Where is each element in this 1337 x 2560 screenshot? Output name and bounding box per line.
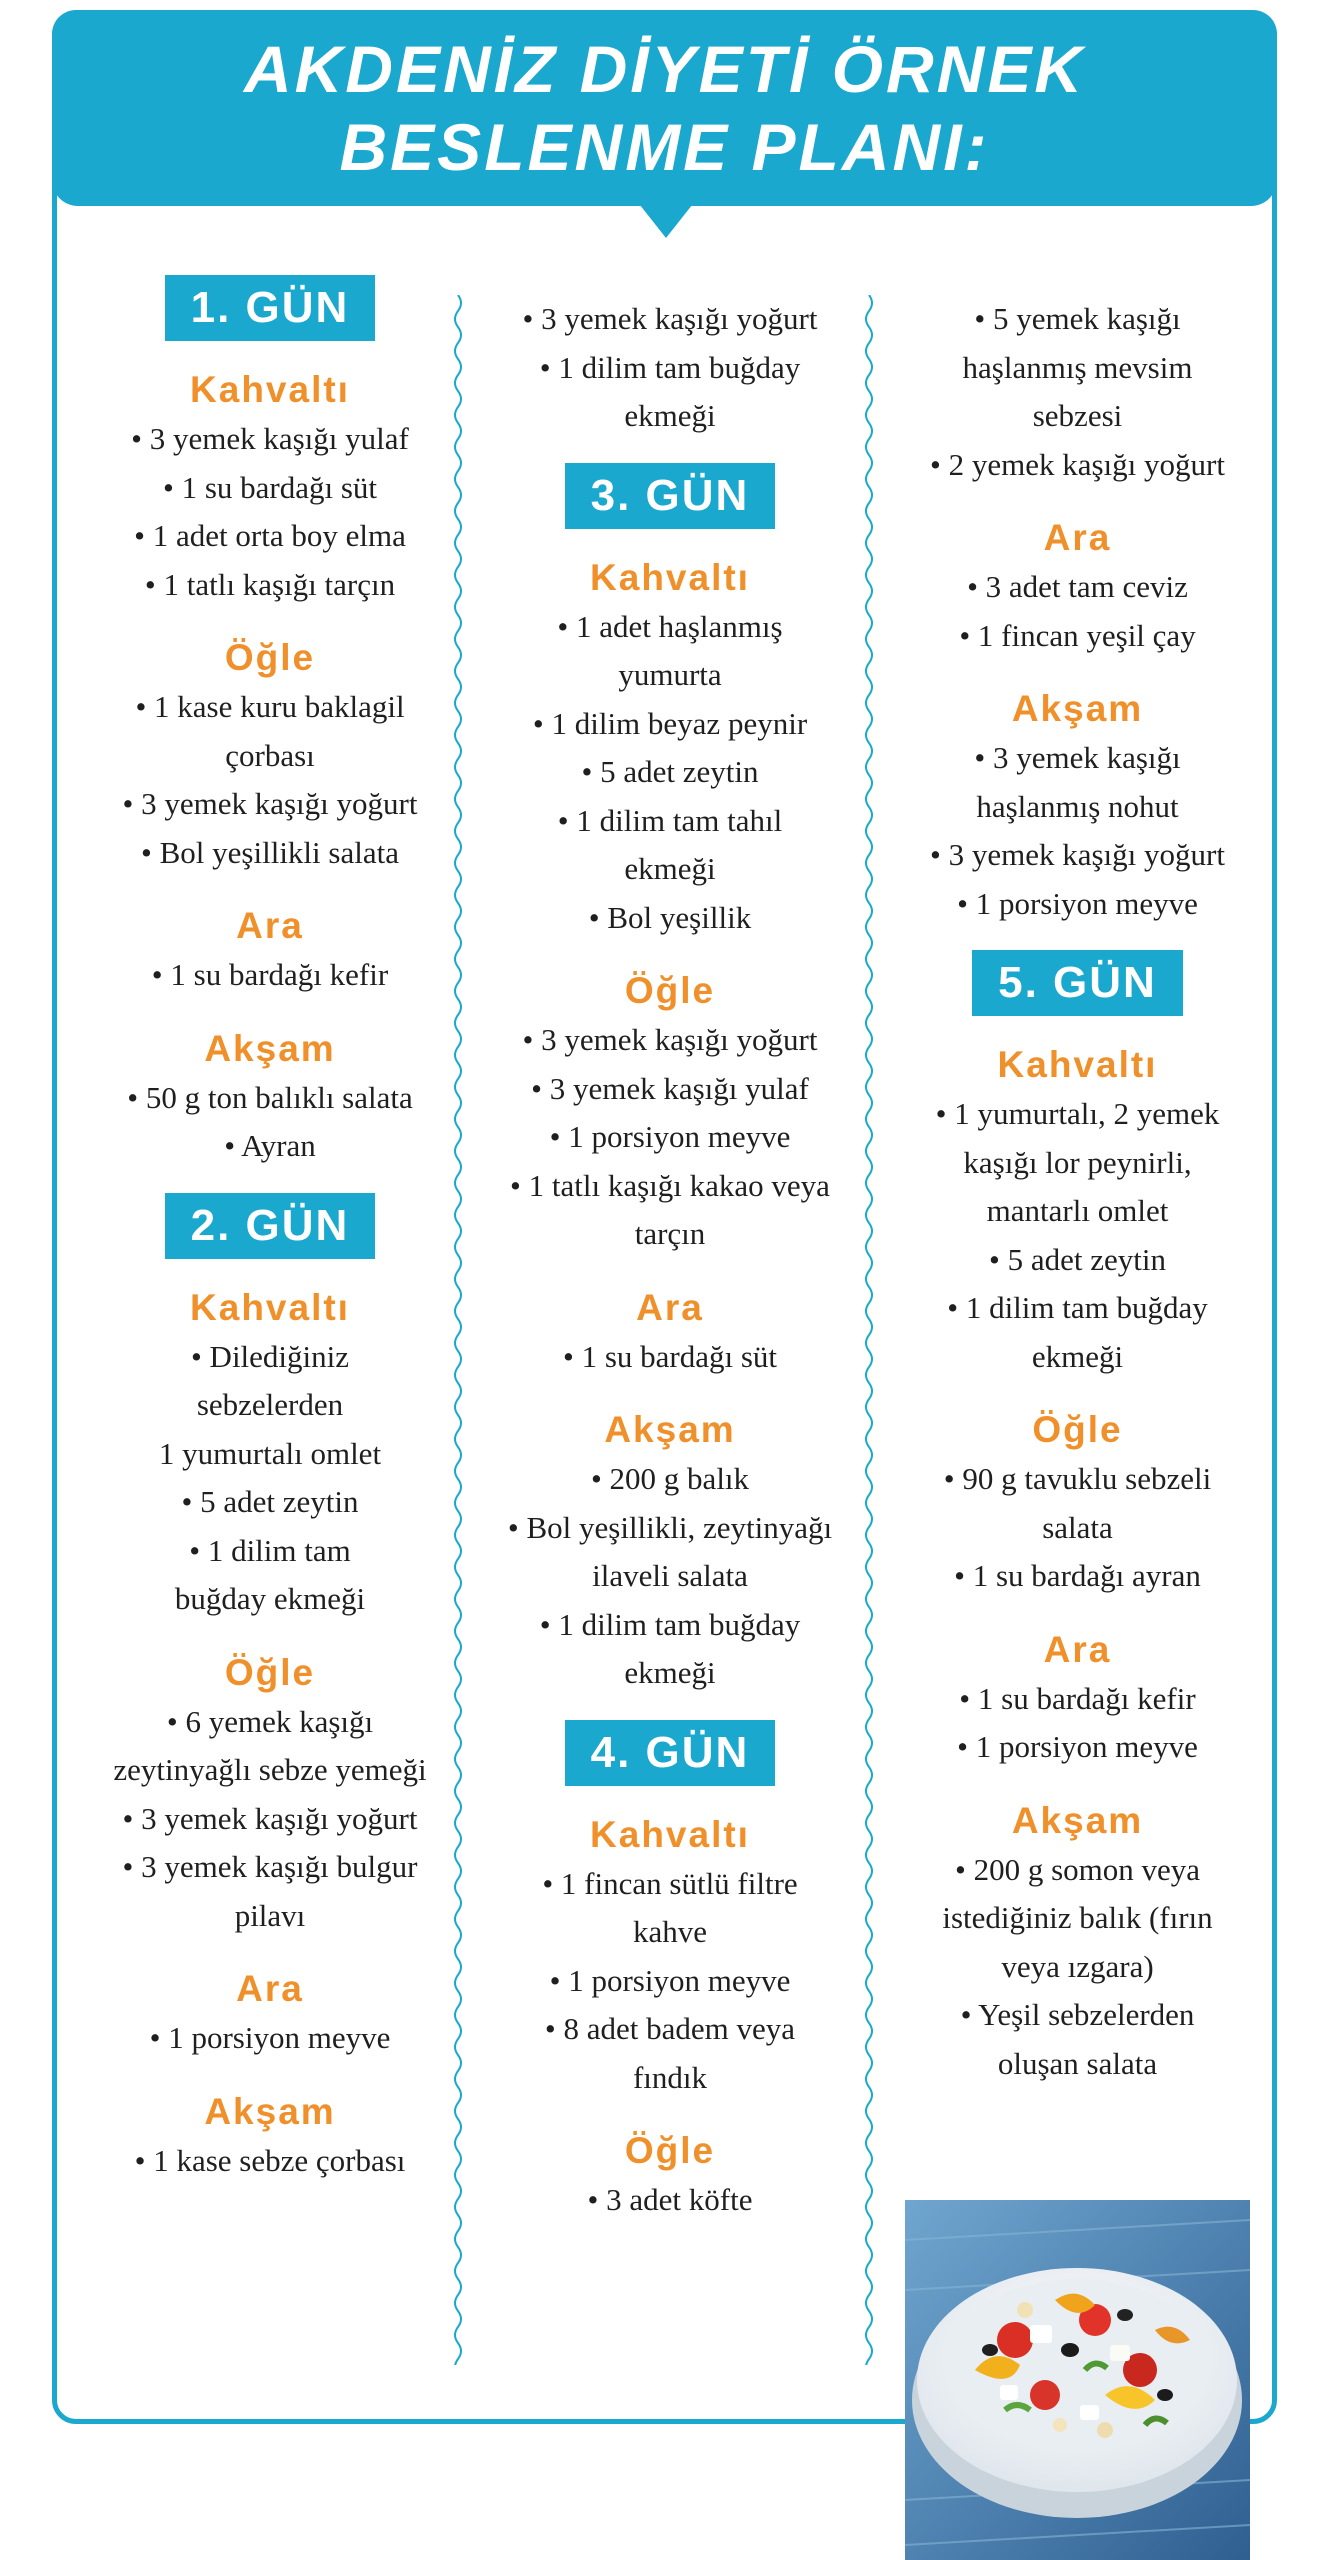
list-item: • 90 g tavuklu sebzeli	[943, 1461, 1212, 1496]
list-item: • 1 porsiyon meyve	[149, 2020, 391, 2055]
list-item: • 6 yemek kaşığı	[166, 1703, 374, 1739]
list-item: • 5 yemek kaşığı	[974, 301, 1181, 336]
list-item: pilavı	[234, 1897, 306, 1933]
day-3-snack-heading: Ara	[636, 1286, 704, 1328]
day-2-breakfast-heading: Kahvaltı	[190, 1286, 350, 1328]
list-item: • 1 dilim tam buğday	[539, 1606, 801, 1642]
list-item: tarçın	[634, 1216, 706, 1251]
day-3-lunch-heading: Öğle	[624, 970, 716, 1011]
day-5-dinner-heading: Akşam	[1011, 1799, 1144, 1841]
list-item: • Bol yeşillik	[588, 899, 752, 935]
list-item: • 1 fincan yeşil çay	[959, 617, 1196, 653]
day-1-lunch-heading: Öğle	[224, 637, 316, 678]
list-item: • 5 adet zeytin	[989, 1241, 1166, 1277]
banner-pointer	[636, 200, 696, 238]
list-item: haşlanmış mevsim	[962, 349, 1193, 385]
list-item: • 3 yemek kaşığı	[974, 740, 1181, 775]
day-5-breakfast-heading: Kahvaltı	[997, 1044, 1158, 1085]
list-item: oluşan salata	[997, 2045, 1158, 2081]
list-item: • 1 dilim tam tahıl	[557, 802, 783, 838]
list-item: • 1 su bardağı ayran	[954, 1558, 1201, 1593]
day-3-breakfast-heading: Kahvaltı	[590, 556, 750, 598]
list-item: • Dilediğiniz	[190, 1338, 350, 1374]
list-item: • 3 yemek kaşığı yulaf	[131, 421, 409, 456]
list-item: • 1 fincan sütlü filtre	[542, 1865, 798, 1901]
list-item: • 1 dilim beyaz peynir	[532, 705, 808, 741]
day-5-badge: 5. GÜN	[972, 950, 1183, 1016]
day-3-badge: 3. GÜN	[565, 463, 776, 529]
day-5-snack-heading: Ara	[1043, 1628, 1112, 1670]
list-item: • 3 yemek kaşığı yoğurt	[522, 301, 818, 336]
list-item: kaşığı lor peynirli,	[963, 1144, 1192, 1180]
list-item: • Yeşil sebzelerden	[960, 1997, 1195, 2032]
title-line-2: BESLENME PLANI:	[339, 110, 990, 184]
list-item: • 1 adet haşlanmış	[557, 608, 783, 644]
list-item: • Ayran	[224, 1128, 316, 1163]
list-item: zeytinyağlı sebze yemeği	[113, 1752, 427, 1787]
list-item: fındık	[632, 2059, 708, 2095]
list-item: 1 yumurtalı omlet	[158, 1435, 382, 1471]
list-item: • 3 yemek kaşığı yoğurt	[930, 837, 1225, 872]
list-item: sebzelerden	[196, 1387, 344, 1422]
list-item: kahve	[632, 1914, 708, 1949]
list-item: • 1 adet orta boy elma	[134, 518, 406, 553]
list-item: ilaveli salata	[592, 1558, 748, 1593]
wavy-line	[866, 295, 872, 2365]
wavy-line	[455, 295, 461, 2365]
title-line-1: AKDENİZ DİYETİ ÖRNEK	[243, 32, 1086, 106]
list-item: • 3 yemek kaşığı yoğurt	[122, 786, 418, 821]
day-4-breakfast-heading: Kahvaltı	[590, 1813, 750, 1855]
list-item: • 3 yemek kaşığı bulgur	[122, 1849, 418, 1884]
list-item: salata	[1042, 1509, 1113, 1545]
list-item: • 3 adet köfte	[587, 2182, 753, 2217]
list-item: • 50 g ton balıklı salata	[127, 1079, 413, 1115]
day-1-snack-heading: Ara	[236, 905, 304, 946]
list-item: • 1 su bardağı kefir	[151, 957, 389, 992]
day-2-dinner-heading: Akşam	[204, 2090, 336, 2132]
day-2-lunch-heading: Öğle	[224, 1651, 316, 1693]
list-item: • Bol yeşillikli salata	[141, 834, 399, 870]
list-item: • 1 tatlı kaşığı tarçın	[144, 566, 396, 602]
list-item: • 1 su bardağı kefir	[959, 1680, 1196, 1716]
list-item: buğday ekmeği	[174, 1581, 366, 1616]
list-item: sebzesi	[1032, 398, 1123, 433]
day-1-breakfast-heading: Kahvaltı	[190, 369, 350, 410]
salad-bowl-photo	[905, 2200, 1250, 2560]
list-item: • 2 yemek kaşığı yoğurt	[930, 446, 1225, 482]
title-banner	[52, 10, 1277, 206]
list-item: • 1 su bardağı süt	[562, 1338, 778, 1374]
list-item: istediğiniz balık (fırın	[942, 1900, 1213, 1935]
column-divider-2	[862, 295, 876, 2365]
list-item: • 1 su bardağı süt	[162, 469, 378, 505]
list-item: • 1 kase kuru baklagil	[135, 689, 405, 724]
list-item: • 200 g balık	[590, 1461, 750, 1496]
list-item: • 3 yemek kaşığı yoğurt	[522, 1022, 818, 1057]
list-item: • 1 kase sebze çorbası	[134, 2142, 406, 2178]
list-item: • Bol yeşillikli, zeytinyağı	[507, 1509, 833, 1545]
list-item: çorbası	[225, 737, 315, 773]
day-2-snack-heading: Ara	[236, 1968, 304, 2009]
list-item: ekmeği	[624, 398, 716, 433]
list-item: • 1 dilim tam buğday	[539, 349, 801, 385]
list-item: • 3 yemek kaşığı yoğurt	[122, 1800, 418, 1836]
list-item: • 3 yemek kaşığı yulaf	[531, 1070, 809, 1106]
list-item: • 1 tatlı kaşığı kakao veya	[510, 1167, 830, 1203]
day-4-snack-heading: Ara	[1043, 517, 1112, 558]
list-item: mantarlı omlet	[986, 1193, 1169, 1228]
list-item: • 1 porsiyon meyve	[549, 1119, 791, 1154]
list-item: ekmeği	[624, 851, 716, 886]
day-4-dinner-heading: Akşam	[1011, 688, 1144, 729]
list-item: • 200 g somon veya	[954, 1851, 1201, 1887]
day-4-badge: 4. GÜN	[565, 1720, 776, 1786]
list-item: • 1 yumurtalı, 2 yemek	[935, 1096, 1220, 1131]
list-item: veya ızgara)	[1001, 1948, 1154, 1984]
day-2-badge: 2. GÜN	[165, 1193, 376, 1259]
list-item: • 1 dilim tam buğday	[947, 1290, 1208, 1325]
column-1	[70, 275, 470, 2185]
list-item: • 1 porsiyon meyve	[957, 885, 1198, 921]
day-4-lunch-heading: Öğle	[624, 2130, 716, 2171]
day-3-dinner-heading: Akşam	[604, 1409, 736, 1450]
day-1-badge: 1. GÜN	[165, 275, 376, 341]
list-item: • 8 adet badem veya	[544, 2011, 796, 2046]
column-2	[470, 295, 870, 2225]
column-3	[880, 295, 1275, 2088]
list-item: • 1 dilim tam	[189, 1532, 351, 1568]
list-item: • 3 adet tam ceviz	[967, 569, 1188, 604]
list-item: • 5 adet zeytin	[181, 1484, 359, 1519]
list-item: ekmeği	[1031, 1338, 1124, 1374]
list-item: • 1 porsiyon meyve	[549, 1962, 791, 1998]
list-item: • 5 adet zeytin	[581, 754, 759, 789]
day-5-lunch-heading: Öğle	[1032, 1409, 1123, 1450]
day-1-dinner-heading: Akşam	[204, 1027, 336, 1069]
list-item: haşlanmış nohut	[976, 788, 1179, 824]
column-divider-1	[451, 295, 465, 2365]
list-item: yumurta	[618, 657, 722, 692]
list-item: ekmeği	[624, 1655, 716, 1690]
list-item: • 1 porsiyon meyve	[957, 1729, 1198, 1764]
